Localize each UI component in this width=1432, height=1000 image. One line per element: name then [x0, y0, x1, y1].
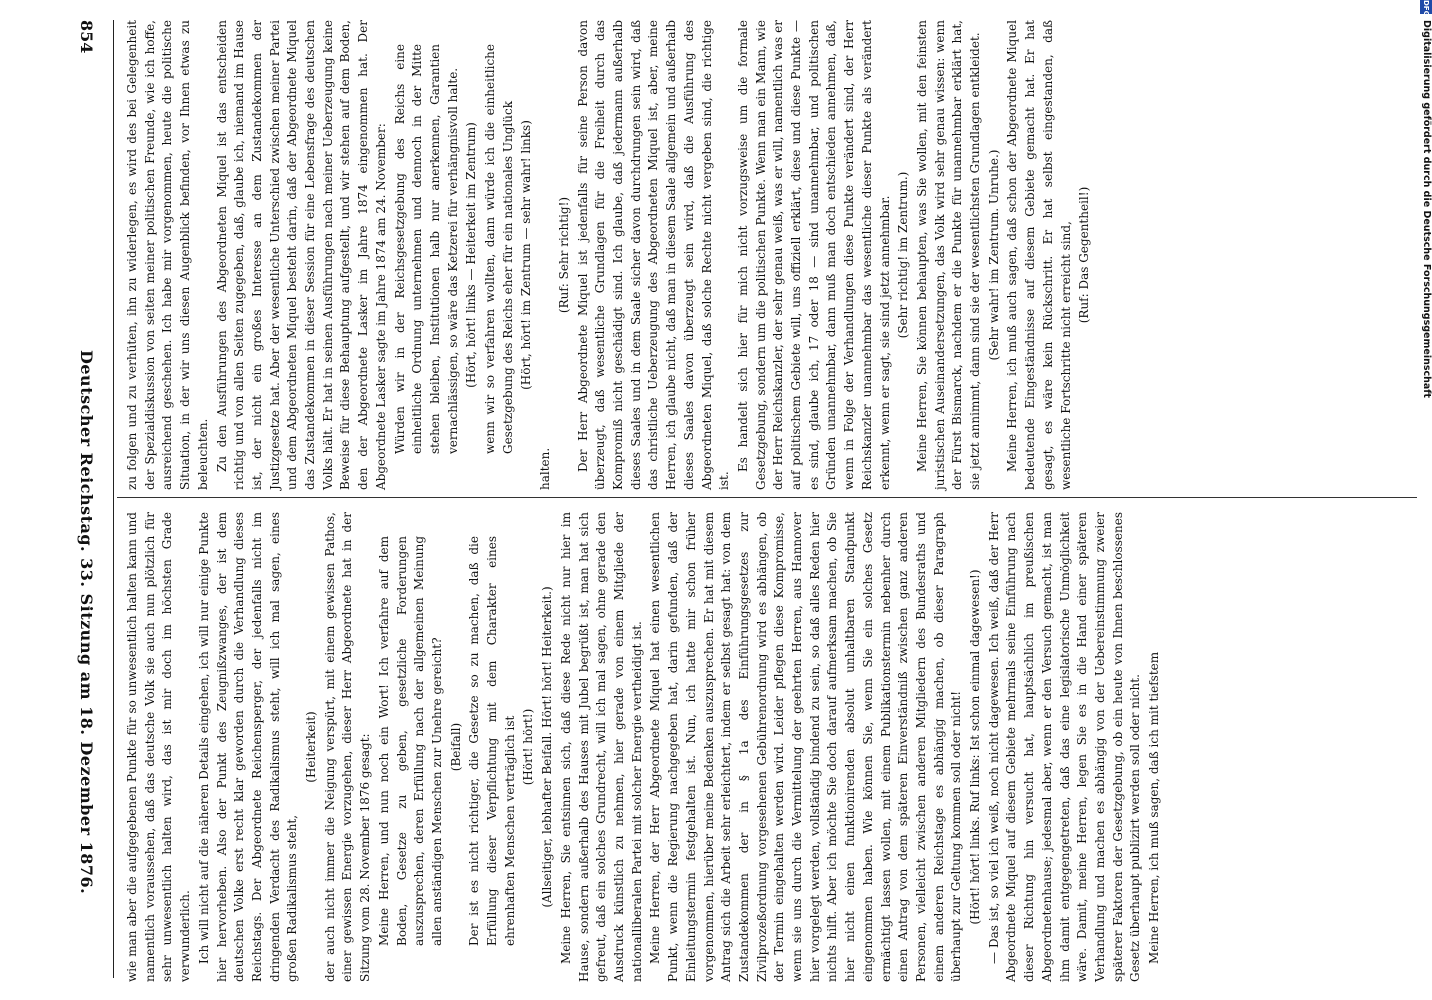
interjection: (Sehr richtig! im Zentrum.)	[896, 171, 911, 339]
interjection: (Hört, hört! links — Heiterkeit im Zentrum)	[464, 122, 479, 388]
dfg-logo: DFG	[1422, 0, 1430, 17]
page-number: 854	[77, 20, 96, 54]
interjection: (Allseitiger, lebhafter Beifall. Hört! hört! Heiterkeit.)	[540, 586, 555, 908]
column-divider	[117, 497, 1417, 498]
paragraph: Ich will nicht auf die näheren Details eingehen, ich will nur einige Punkte hier hervorheben. Also der Punkt des Zeugnißzwanges, der ist dem deutschen Volke erst recht klar geworden durch die Verhandlung dieses Reichstags. Der Abgeordnete Reichensperger, der jedenfalls nicht im dringenden Verdacht des Radikalismus steht, will ich mal sagen, eines großen Radikalismus steht,	[196, 512, 300, 982]
footer-credit: Digitalisierung gefördert durch die Deutsche Forschungsgemeinschaft	[1421, 20, 1432, 398]
interjection: (Sehr wahr! im Zentrum. Unruhe.)	[986, 149, 1001, 361]
paragraph: Meine Herren, und nun noch ein Wort! Ich verfahre auf dem Boden, Gesetze zu geben, gesetzliche Forderungen auszusprechen, deren Erfüllung nach der allgemeinen Meinung allen anständigen Menschen zur Unehre gereicht?	[376, 536, 444, 946]
paragraph: Der Herr Abgeordnete Miquel ist jedenfalls für seine Person davon überzeugt, daß wesentliche Grundlagen für die Freiheit durch das Kompromiß nicht geschädigt sind. Ich glaube, daß jedermann außerhalb dieses Saales und in dem Saale sicher davon durchdrungen sein wird, daß das christliche Ueberzeugung des Abgeordneten Miquel ist, aber, meine Herren, ich glaube nicht, daß man in diesem Saale allgemein und außerhalb dieses Saales davon überzeugt sein wird, daß die Ausführung des Abgeordneten Miquel, daß solche Rechte nicht vergeben sind, die richtige ist.	[575, 20, 732, 490]
left-text-column	[124, 20, 1404, 490]
paragraph: der auch nicht immer die Neigung verspürt, mit einem gewissen Pathos, einer gewissen Energie vorzugehen, dieser Herr Abgeordnete hat in der Sitzung vom 28. November 1876 gesagt:	[322, 512, 373, 982]
paragraph: Meine Herren, ich muß auch sagen, daß schon der Abgeordnete Miquel bedeutende Eingeständnisse auf diesem Gebiete gemacht hat. Er hat gesagt, es wäre kein Rückschritt. Er hat selbst eingestanden, daß wesentliche Fortschritte nicht erreicht sind,	[1005, 20, 1073, 490]
header-rule	[113, 20, 114, 978]
interjection: (Ruf: Das Gegentheil!)	[1077, 186, 1092, 324]
interjection: (Ruf: Sehr richtig!)	[556, 196, 571, 314]
interjection: (Hört! hört!)	[521, 708, 536, 786]
paragraph: — Das ist, so viel ich weiß, noch nicht dagewesen. Ich weiß, daß der Herr Abgeordnete Miquel auf diesem Gebiete mehrmals seine Einführung nach dieser Richtung hin versucht hat, hauptsächlich im preußischen Abgeordnetenhause; jedesmal aber, wenn er den Versuch gemacht, ist man ihm damit entgegengetreten, daß das eine legislatorische Unmöglichkeit wäre. Damit, meine Herren, legen Sie es in die Hand einer späteren Verhandlung und machen es abhängig von der Uebereinstimmung zweier späterer Faktoren der Gesetzgebung, ob ein heute von Ihnen beschlossenes Gesetz überhaupt publizirt werden soll oder nicht.	[986, 512, 1143, 982]
interjection: (Hört, hört! im Zentrum — sehr wahr! links)	[519, 120, 534, 390]
running-title: Deutscher Reichstag. 33. Sitzung am 18. Dezember 1876.	[77, 350, 96, 895]
interjection: (Heiterkeit)	[304, 711, 319, 783]
paragraph: wie man aber die aufgegebenen Punkte für so unwesentlich halten kann und namentlich voraussehen, daß das deutsche Volk sie auch nun plötzlich für sehr unwesentlich halten wird, das ist mir doch im höchsten Grade verwunderlich.	[125, 512, 193, 982]
digitization-footer	[1412, 0, 1432, 1000]
paragraph: Meine Herren, der Herr Abgeordnete Miquel hat einen wesentlichen Punkt, wenn die Regierung nachgegeben hat, darin gefunden, daß der Einleitungstermin festgehalten ist. Nun, ich hatte mir schon früher vorgenommen, hierüber meine Bedenken auszusprechen. Er hat mit diesem Antrag sich die Arbeit sehr erleichtert, indem er selbst gesagt hat: von dem Zustandekommen der in § 1a des Einführungsgesetzes zur Zivilprozeßordnung vorgesehenen Gebührenordnung wird es abhängen, ob der Termin eingehalten werden wird. Leider pflegen diese Kompromisse, wenn sie uns durch die Vermittelung der geehrten Herren, aus Hannover hier vorgelegt werden, vollständig bindend zu sein, so daß alles Reden hier nichts hilft. Aber ich möchte Sie doch darauf aufmerksam machen, ob Sie hier nicht einen funktionirenden absolut unhaltbaren Standpunkt eingenommen haben. Wie können Sie, wenn Sie ein solches Gesetz ermächtigt lassen wollen, mit einem Publikationstermin nebenher durch einen Antrag von dem späteren Einverständniß zwischen ganz anderen Personen, vielleicht zwischen anderen Mitgliedern des Bundesraths und einem anderen Reichstage es abhängig machen, ob dieser Paragraph überhaupt zur Geltung kommen soll oder nicht!	[648, 512, 964, 982]
page-header	[62, 20, 102, 975]
interjection: (Hört! hört! links. Ruf links: Ist schon einmal dagewesen!)	[968, 569, 983, 925]
interjection: (Beifall)	[448, 722, 463, 772]
paragraph: Der ist es nicht richtiger, die Gesetze so zu machen, daß die Erfüllung dieser Verpflichtung mit dem Charakter eines ehrenhaften Menschen verträglich ist	[467, 536, 517, 946]
paragraph: Meine Herren, ich muß sagen, daß ich mit tiefstem	[1147, 651, 1162, 964]
paragraph: Meine Herren, Sie entsinnen sich, daß diese Rede nicht nur hier im Hause, sondern außerhalb des Hauses mit Jubel begrüßt ist, man hat sich gefreut, daß ein solches Grundrecht, will ich mal sagen, ohne gerade den Ausdruck künstlich zu nehmen, hier gerade von einem Mitgliede der nationalliberalen Partei mit solcher Energie vertheidigt ist.	[558, 512, 644, 982]
right-text-column	[124, 512, 1404, 982]
paragraph: halten.	[538, 447, 553, 490]
paragraph: zu folgen und zu verhüten, ihn zu widerlegen, es wird des bei Gelegenheit der Spezialdiskussion von seiten meiner politischen Freunde, wie ich hoffe, ausreichend geschehen. Ich habe mir vorgenommen, heute die politische Situation, in der wir uns diesen Augenblick befinden, vor Ihnen etwas zu beleuchten.	[125, 20, 210, 490]
paragraph: Würden wir in der Reichsgesetzgebung des Reichs eine einheitliche Ordnung unternehmen und dennoch in der Mitte stehen bleiben, Institutionen halb nur anerkennen, Garantien vernachlässigen, so wäre das Ketzerei für verhängnisvoll halte.	[392, 44, 460, 454]
paragraph: Zu den Ausführungen des Abgeordneten Miquel ist das entscheiden richtig und von allen Seiten zugegeben, daß, glaube ich, niemand im Hause ist, der nicht ein großes Interesse an dem Zustandekommen der Justizgesetze hat. Aber der wesentliche Unterschied zwischen meiner Partei und dem Abgeordneten Miquel besteht darin, daß der Abgeordnete Miquel das Zustandekommen in dieser Session für eine Lebensfrage des deutschen Volks hält. Er hat in seinen Ausführungen nach meiner Ueberzeugung keine Beweise für diese Behauptung aufgestellt, und wir stehen auf dem Boden, den der Abgeordnete Lasker im Jahre 1874 eingenommen hat. Der Abgeordnete Lasker sagte im Jahre 1874 am 24. November:	[214, 20, 388, 490]
paragraph: Es handelt sich hier für mich nicht vorzugsweise um die formale Gesetzgebung, sondern um die politischen Punkte. Wenn man ein Mann, wie der Herr Reichskanzler, der sehr genau weiß, was er will, namentlich was er auf politischem Gebiete will, uns offiziell erklärt, diese und diese Punkte — es sind, glaube ich, 17 oder 18 — sind unannehmbar, und politischen Gründen unannehmbar, dann muß man doch entschieden annehmen, daß, wenn in Folge der Verhandlungen diese Punkte verändert sind, der Herr Reichskanzler unannehmbar das wesentliche dieser Punkte als verändert erkennt, wenn er sagt, sie sind jetzt annehmbar.	[735, 20, 892, 490]
paragraph: Meine Herren, Sie können behaupten, was Sie wollen, mit den feinsten juristischen Auseinandersetzungen, das Volk wird sehr genau wissen: wenn der Fürst Bismarck, nachdem er die Punkte für unannehmbar erklärt hat, sie jetzt annimmt, dann sind sie der wesentlichsten Grundlagen entkleidet.	[914, 20, 983, 490]
paragraph: wenn wir so verfahren wollten, dann würde ich die einheitliche Gesetzgebung des Reichs eher für ein nationales Unglück	[483, 44, 515, 454]
